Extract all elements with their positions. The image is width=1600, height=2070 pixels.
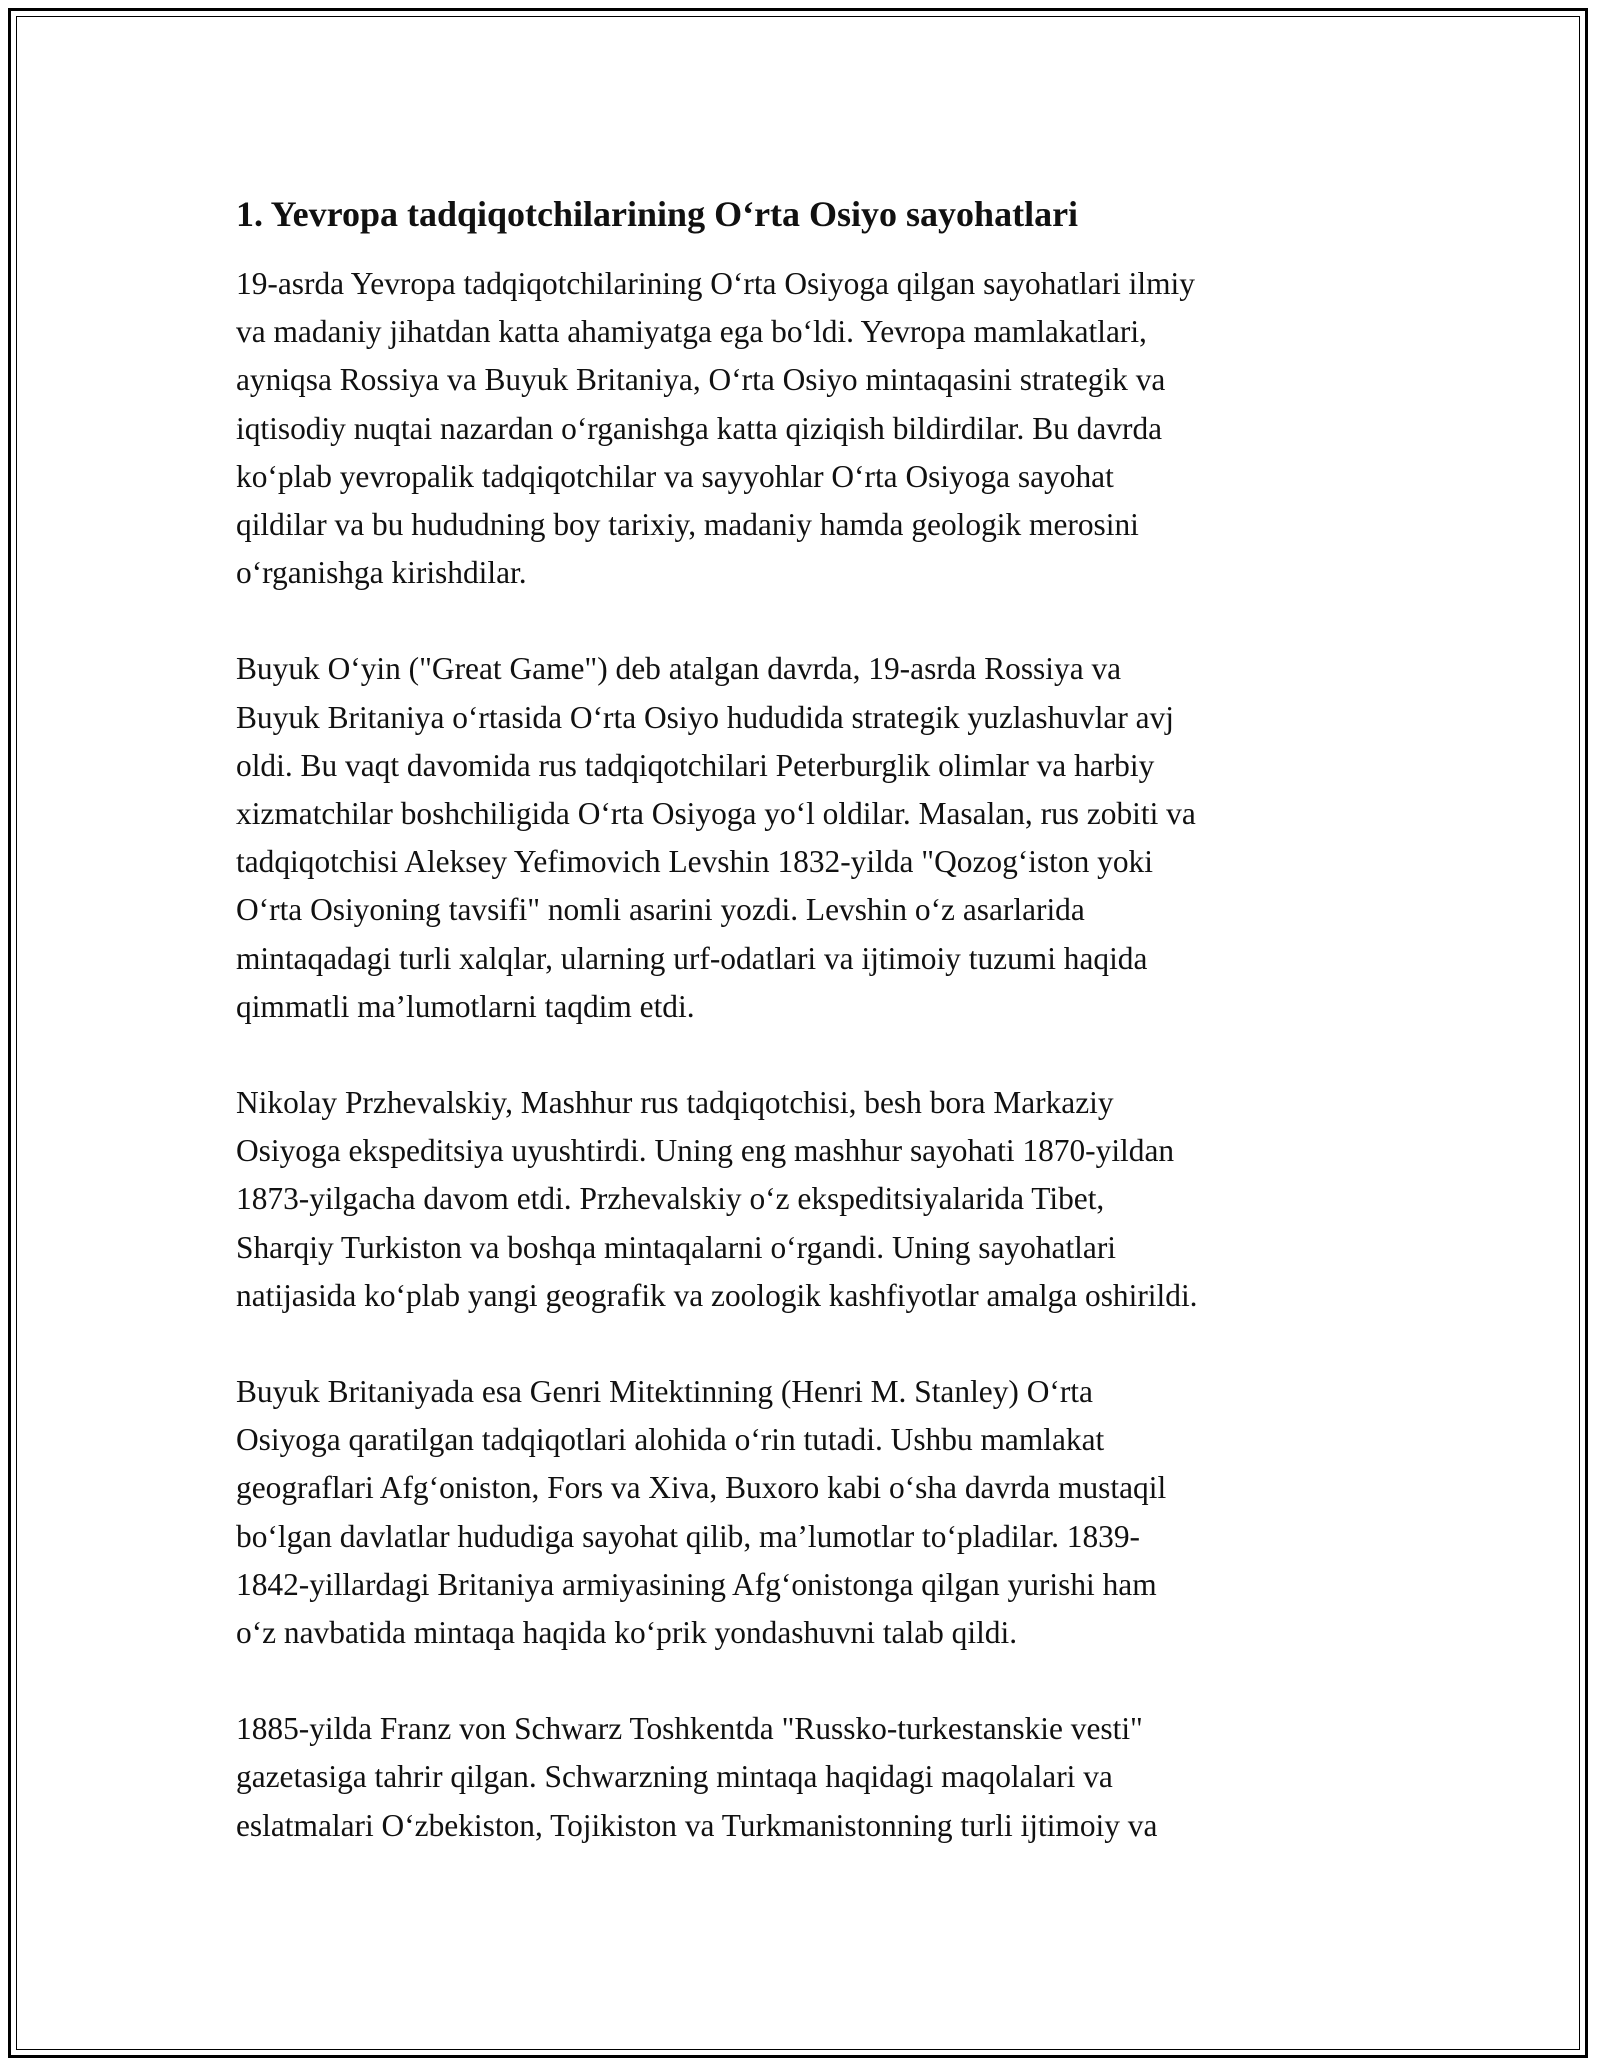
- text-line: tadqiqotchisi Aleksey Yefimovich Levshin 1832-yilda "Qozog‘iston yoki: [236, 844, 1153, 880]
- text-line: Nikolay Przhevalskiy, Mashhur rus tadqiqotchisi, besh bora Markaziy: [236, 1085, 1114, 1121]
- text-line: natijasida ko‘plab yangi geografik va zoologik kashfiyotlar amalga oshirildi.: [236, 1277, 1198, 1313]
- text-line: oldi. Bu vaqt davomida rus tadqiqotchilari Peterburglik olimlar va harbiy: [236, 747, 1155, 783]
- text-line: Osiyoga ekspeditsiya uyushtirdi. Uning eng mashhur sayohati 1870-yildan: [236, 1133, 1175, 1169]
- text-line: ayniqsa Rossiya va Buyuk Britaniya, O‘rta Osiyo mintaqasini strategik va: [236, 362, 1166, 398]
- text-line: 1842-yillardagi Britaniya armiyasining Afg‘onistonga qilgan yurishi ham: [236, 1566, 1157, 1602]
- text-line: 1873-yilgacha davom etdi. Przhevalskiy o‘z ekspeditsiyalarida Tibet,: [236, 1181, 1105, 1217]
- text-line: Osiyoga qaratilgan tadqiqotlari alohida o‘rin tutadi. Ushbu mamlakat: [236, 1422, 1105, 1458]
- text-line: bo‘lgan davlatlar hududiga sayohat qilib, ma’lumotlar to‘pladilar. 1839-: [236, 1518, 1140, 1554]
- text-line: gazetasiga tahrir qilgan. Schwarzning mintaqa haqidagi maqolalari va: [236, 1759, 1113, 1795]
- text-line: mintaqadagi turli xalqlar, ularning urf-odatlari va ijtimoiy tuzumi haqida: [236, 940, 1148, 976]
- text-line: Buyuk O‘yin ("Great Game") deb atalgan davrda, 19-asrda Rossiya va: [236, 651, 1122, 687]
- text-line: xizmatchilar boshchiligida O‘rta Osiyoga yo‘l oldilar. Masalan, rus zobiti va: [236, 796, 1196, 832]
- paragraph-britain: [236, 1368, 1376, 1657]
- text-line: iqtisodiy nuqtai nazardan o‘rganishga katta qiziqish bildirdilar. Bu davrda: [236, 410, 1163, 446]
- text-line: ko‘plab yevropalik tadqiqotchilar va sayyohlar O‘rta Osiyoga sayohat: [236, 458, 1114, 494]
- text-line: eslatmalari O‘zbekiston, Tojikiston va Turkmanistonning turli ijtimoiy va: [236, 1807, 1158, 1843]
- text-line: O‘rta Osiyoning tavsifi" nomli asarini yozdi. Levshin o‘z asarlarida: [236, 892, 1085, 928]
- paragraph-schwarz: [236, 1705, 1376, 1850]
- text-line: Buyuk Britaniya o‘rtasida O‘rta Osiyo hududida strategik yuzlashuvlar avj: [236, 699, 1175, 735]
- text-line: 1885-yilda Franz von Schwarz Toshkentda "Russko-turkestanskie vesti": [236, 1711, 1143, 1747]
- paragraph-intro: [236, 260, 1376, 597]
- text-line: Buyuk Britaniyada esa Genri Mitektinning (Henri M. Stanley) O‘rta: [236, 1374, 1093, 1410]
- text-line: 19-asrda Yevropa tadqiqotchilarining O‘rta Osiyoga qilgan sayohatlari ilmiy: [236, 266, 1195, 301]
- text-line: Sharqiy Turkiston va boshqa mintaqalarni o‘rgandi. Uning sayohatlari: [236, 1229, 1116, 1265]
- paragraph-great-game: [236, 645, 1376, 1031]
- text-line: qimmatli ma’lumotlarni taqdim etdi.: [236, 988, 695, 1024]
- paragraph-przhevalskiy: [236, 1079, 1376, 1320]
- text-line: o‘z navbatida mintaqa haqida ko‘prik yondashuvni talab qildi.: [236, 1615, 1018, 1651]
- section-heading: 1. Yevropa tadqiqotchilarining O‘rta Osiyo sayohatlari: [236, 194, 1079, 234]
- text-line: va madaniy jihatdan katta ahamiyatga ega bo‘ldi. Yevropa mamlakatlari,: [236, 314, 1147, 350]
- text-line: qildilar va bu hududning boy tarixiy, madaniy hamda geologik merosini: [236, 507, 1139, 543]
- text-line: o‘rganishga kirishdilar.: [236, 555, 527, 591]
- document-body: [236, 188, 1376, 1898]
- text-line: geograflari Afg‘oniston, Fors va Xiva, Buxoro kabi o‘sha davrda mustaqil: [236, 1470, 1167, 1506]
